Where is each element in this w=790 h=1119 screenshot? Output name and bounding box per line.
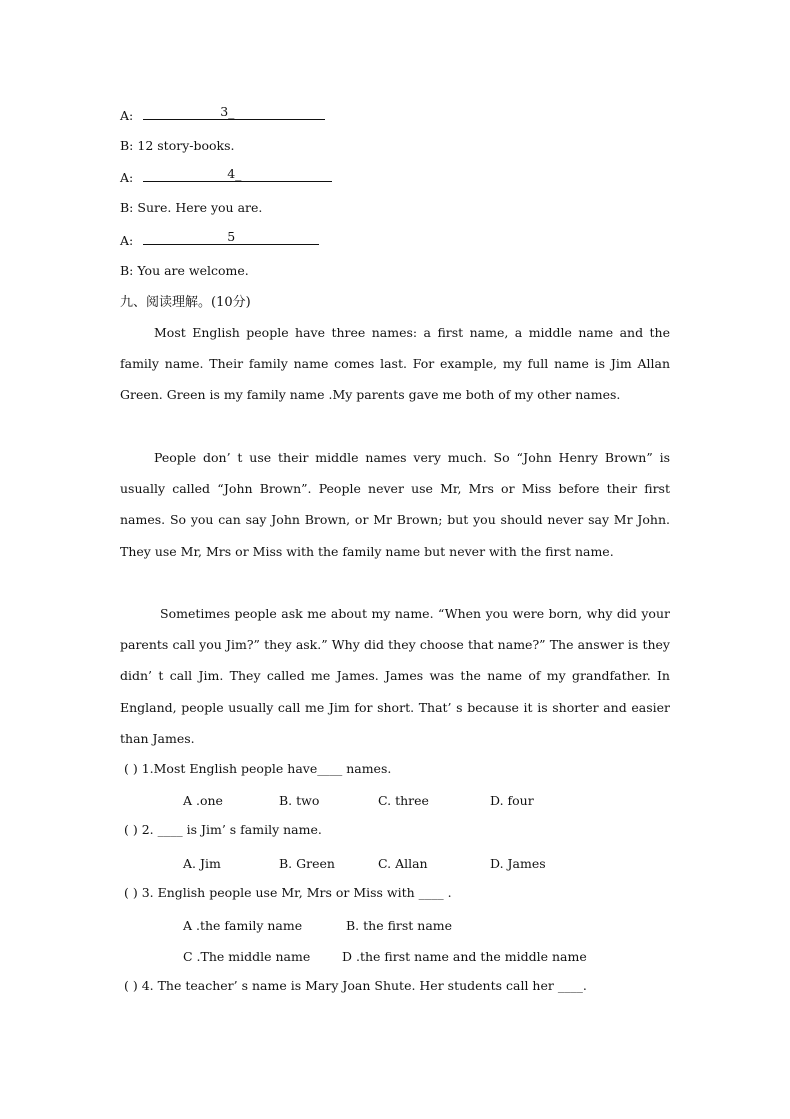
dialogue-text: 12 story-books. (137, 138, 235, 153)
question-3-option-a[interactable]: A .the family name (183, 918, 303, 933)
blank-number: 3_ (220, 104, 235, 119)
answer-blank-3[interactable] (143, 104, 325, 120)
passage-paragraph-2: People don’ t use their middle names very much. So “John Henry Brown” is usually called “John Brown”. People never use Mr, Mrs or Miss before their first names. So you can say John Brown, or Mr Brown; but you should never say Mr John. They use Mr, Mrs or Miss with the family name but never with the first name. (120, 450, 670, 559)
dialogue-line-b2 (120, 200, 262, 215)
question-3-option-d[interactable]: D .the first name and the middle name (342, 949, 587, 964)
question-2-option-b[interactable]: B. Green (279, 856, 335, 871)
speaker-label: A: (120, 108, 134, 123)
dialogue-line-b3 (120, 263, 249, 278)
answer-blank-4[interactable] (143, 166, 332, 182)
question-3-stem: ( ) 3. English people use Mr, Mrs or Miss with ____ . (124, 885, 452, 900)
passage-paragraph-3: Sometimes people ask me about my name. “When you were born, why did your parents call you Jim?” they ask.” Why did they choose that name?” The answer is they didn’ t call Jim. They called me James. James was the name of my grandfather. In England, people usually call me Jim for short. That’ s because it is shorter and easier than James. (120, 606, 670, 746)
question-3-option-c[interactable]: C .The middle name (183, 949, 311, 964)
question-1-option-b[interactable]: B. two (279, 793, 320, 808)
section-heading: 九、阅读理解。(10分) (120, 295, 251, 310)
answer-blank-5[interactable] (143, 229, 319, 245)
speaker-label: B: (120, 138, 134, 153)
question-1-option-a[interactable]: A .one (183, 793, 223, 808)
dialogue-line-b1 (120, 138, 235, 153)
blank-number: 5 (227, 229, 236, 244)
speaker-label: A: (120, 170, 134, 185)
question-4-stem: ( ) 4. The teacher’ s name is Mary Joan Shute. Her students call her ____. (124, 978, 587, 993)
dialogue-text: Sure. Here you are. (137, 200, 263, 215)
question-2-option-a[interactable]: A. Jim (183, 856, 221, 871)
question-2-option-c[interactable]: C. Allan (378, 856, 428, 871)
speaker-label: B: (120, 263, 134, 278)
question-2-stem: ( ) 2. ____ is Jim’ s family name. (124, 822, 322, 837)
speaker-label: A: (120, 233, 134, 248)
question-1-option-d[interactable]: D. four (490, 793, 534, 808)
dialogue-line-a3 (120, 104, 325, 123)
passage-paragraph-1: Most English people have three names: a first name, a middle name and the family name. Their family name comes last. For example, my full name is Jim Allan Green. Green is my family name .My parents gave me both of my other names. (120, 325, 670, 403)
dialogue-text: You are welcome. (137, 263, 249, 278)
speaker-label: B: (120, 200, 134, 215)
question-1-stem: ( ) 1.Most English people have____ names. (124, 761, 392, 776)
question-3-option-b[interactable]: B. the first name (346, 918, 453, 933)
blank-number: 4_ (227, 166, 242, 181)
question-2-option-d[interactable]: D. James (490, 856, 546, 871)
dialogue-line-a5 (120, 229, 319, 248)
question-1-option-c[interactable]: C. three (378, 793, 429, 808)
dialogue-line-a4 (120, 166, 332, 185)
